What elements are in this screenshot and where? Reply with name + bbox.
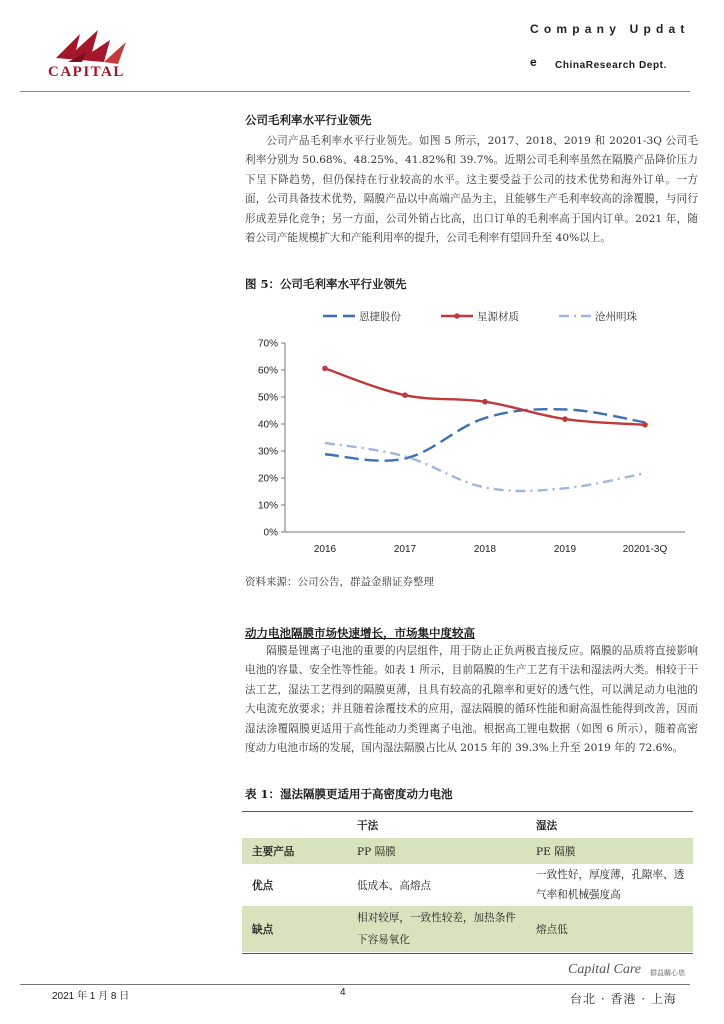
chart-y-axis: [258, 339, 285, 539]
table-header-wet: 湿法: [536, 819, 558, 832]
row-label: 优点: [252, 879, 274, 892]
section2-paragraph: 隔膜是锂离子电池的重要的内层组件，用于防止正负两极直接反应。隔膜的品质将直接影响电池的容量、安全性等性能。如表 1 所示，目前隔膜的生产工艺有干法和湿法两大类。相较于干法工艺，湿法工艺得到的隔膜更薄，且具有较高的孔隙率和更好的透气性，可以满足动力电池的大电流充放要求；并且随着涂覆技术的应用，湿法隔膜的循环性能和耐高温性能得到改善，因而湿法涂覆隔膜更适用于高性能动力类锂离子电池。根据高工锂电数据（如图 6 所示），随着高密度动力电池市场的发展，国内湿法隔膜占比从 2015 年的 39.3%上升至 2019 年的 72.6%。: [245, 645, 698, 755]
footer-date: 2021 年 1 月 8 日: [52, 991, 130, 1002]
wet-cell: 一致性好，厚度薄，孔隙率、透气率和机械强度高: [536, 869, 685, 901]
series-2-line: [325, 368, 645, 424]
page-number: 4: [340, 987, 346, 998]
chart-plot-area: [322, 366, 648, 491]
y-tick-label: 20%: [257, 473, 278, 485]
table-row: [242, 864, 693, 906]
y-tick-label: 10%: [257, 500, 278, 512]
x-tick-label: 2019: [553, 544, 577, 555]
table-row: [242, 838, 693, 864]
chart-legend: [323, 310, 637, 323]
footer-divider: [20, 984, 690, 985]
footer-brand-cn: 群益關心您: [650, 969, 685, 977]
chart-x-axis: [285, 532, 685, 555]
footer-cities: 台北 · 香港 · 上海: [570, 992, 677, 1006]
footer-brand: Capital Care: [568, 962, 641, 977]
y-tick-label: 50%: [257, 392, 278, 404]
x-tick-label: 2017: [393, 544, 417, 555]
series-2-point: [402, 392, 408, 398]
wet-cell: 熔点低: [526, 906, 693, 952]
x-tick-label: 20201-3Q: [622, 544, 668, 555]
y-tick-label: 70%: [257, 338, 278, 350]
figure5-caption: 图 5：公司毛利率水平行业领先: [245, 277, 407, 291]
y-tick-label: 30%: [257, 446, 278, 458]
header-dept: ChinaResearch Dept.: [555, 60, 667, 71]
row-label: 主要产品: [242, 838, 347, 864]
y-tick-label: 0%: [263, 527, 278, 539]
series-2-point: [322, 366, 328, 372]
series-3-line: [325, 443, 645, 491]
series-3-legend-label: 沧州明珠: [595, 311, 637, 323]
logo-text: CAPITAL: [48, 64, 125, 80]
table-header-dry: 干法: [357, 819, 379, 832]
section1-heading: 公司毛利率水平行业领先: [245, 113, 372, 127]
table-header-row: [242, 812, 693, 838]
gross-margin-line-chart: [245, 300, 705, 570]
section2-heading: 动力电池隔膜市场快速增长，市场集中度较高: [245, 626, 475, 640]
dry-cell: PP 隔膜: [347, 838, 526, 864]
wet-cell: PE 隔膜: [526, 838, 693, 864]
table-header-empty: [242, 812, 347, 838]
y-tick-label: 40%: [257, 419, 278, 431]
series-2-legend-label: 星源材质: [477, 311, 519, 323]
series-1-legend-label: 恩捷股份: [359, 311, 401, 323]
table1-caption: 表 1：湿法隔膜更适用于高密度动力电池: [245, 787, 453, 801]
header-title: Company Updat: [530, 22, 690, 36]
table-bottom-rule: [242, 953, 693, 954]
header-divider: [20, 91, 690, 92]
series-2-point: [562, 416, 568, 422]
y-tick-label: 60%: [257, 365, 278, 377]
row-label: 缺点: [242, 906, 347, 952]
dry-wet-comparison-table: [242, 812, 693, 952]
header-title-wrap: e: [530, 55, 537, 69]
table-row: [242, 906, 693, 952]
x-tick-label: 2016: [313, 544, 337, 555]
series-2-legend-marker: [454, 313, 460, 319]
series-2-point: [482, 399, 488, 405]
series-2-point: [642, 422, 648, 428]
figure5-source: 资料来源：公司公告，群益金鼎证券整理: [245, 576, 434, 588]
series-1-line: [325, 409, 645, 461]
section1-paragraph: 公司产品毛利率水平行业领先。如图 5 所示，2017、2018、2019 和 20201-3Q 公司毛利率分别为 50.68%、48.25%、41.82%和 39.7%。近期公司毛利率虽然在隔膜产品降价压力下呈下降趋势，但仍保持在行业较高的水平。这主要受益于公司的技术优势和海外订单。一方面，公司具备技术优势，隔膜产品以中高端产品为主，且能够生产毛利率较高的涂覆膜，与同行形成差异化竞争；另一方面，公司外销占比高，出口订单的毛利率高于国内订单。2021 年，随着公司产能规模扩大和产能利用率的提升，公司毛利率有望回升至 40%以上。: [245, 135, 698, 245]
dry-cell: 相对较厚，一致性较差，加热条件下容易氧化: [347, 906, 526, 952]
x-tick-label: 2018: [473, 544, 497, 555]
dry-cell: 低成本、高熔点: [357, 879, 432, 892]
